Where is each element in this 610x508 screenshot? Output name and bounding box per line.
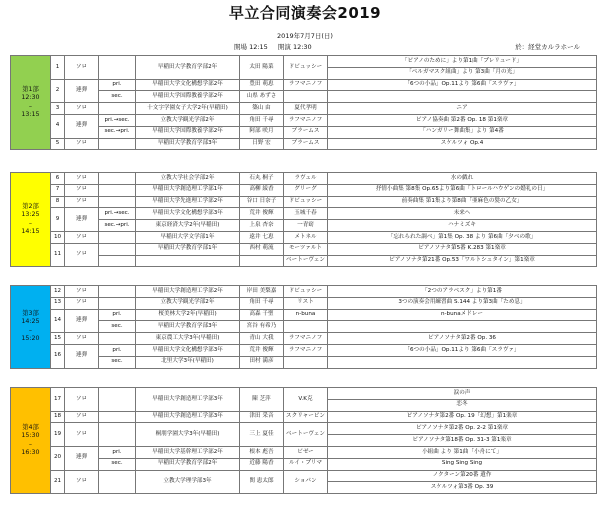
- performer-affiliation: 早稲田大学文学部1年: [136, 231, 240, 243]
- composer: メトネル: [284, 231, 328, 243]
- piece-title: [328, 321, 597, 333]
- performer-name: 荒井 俊輝: [240, 344, 284, 356]
- entry-number: 4: [51, 114, 65, 138]
- entry-number: 7: [51, 184, 65, 196]
- table-row: [11, 388, 597, 400]
- piece-title: [328, 91, 597, 103]
- piece-title: 未来へ: [328, 208, 597, 220]
- table-row: [11, 470, 597, 482]
- performer-name: 西村 萌流: [240, 243, 284, 255]
- performer-affiliation: 早稲田大学創造理工学部2年: [136, 286, 240, 298]
- piece-title: ピアノ協奏曲 第2番 Op. 18 第1楽章: [328, 114, 597, 126]
- performer-name: 日野 宏: [240, 138, 284, 150]
- performer-name: 近藤 陽香: [240, 458, 284, 470]
- table-row: [11, 220, 597, 232]
- performer-name: 豊田 萌恵: [240, 79, 284, 91]
- performer-name: 角田 千尋: [240, 114, 284, 126]
- entry-number: 16: [51, 344, 65, 368]
- block-end: 14:15: [21, 228, 40, 236]
- performer-affiliation: 早稲田大学国際教養学部2年: [136, 126, 240, 138]
- composer: ラヴェル: [284, 173, 328, 185]
- performance-type: ソロ: [65, 297, 99, 309]
- piece-title: 「ベルガマスク組曲」より 第3曲「月の光」: [328, 67, 597, 79]
- table-row: [11, 458, 597, 470]
- composer: モーツァルト: [284, 243, 328, 255]
- piece-title: ピアノソナタ第2番 Op. 36: [328, 333, 597, 345]
- table-row: [11, 91, 597, 103]
- entry-number: 10: [51, 231, 65, 243]
- composer: ドビュッシー: [284, 56, 328, 80]
- part-label: pri.: [99, 344, 136, 356]
- piece-title: 小組曲 より 第1曲「小舟にて」: [328, 446, 597, 458]
- performer-affiliation: [136, 255, 240, 267]
- entry-number: 13: [51, 297, 65, 309]
- performance-type: ソロ: [65, 138, 99, 150]
- performer-name: 遠井 七恵: [240, 231, 284, 243]
- entry-number: 11: [51, 243, 65, 267]
- composer: ビゼー: [284, 446, 328, 458]
- performer-affiliation: 立教大学理学部3年: [136, 470, 240, 494]
- block-dash: –: [28, 219, 33, 227]
- program-title: 早立合同演奏会2019: [228, 4, 382, 22]
- composer: ベートーヴェン: [284, 255, 328, 267]
- part-label: pri.: [99, 446, 136, 458]
- part-label: [99, 423, 136, 447]
- piece-title: 3つの演奏会用練習曲 S.144 より第3曲「ため息」: [328, 297, 597, 309]
- entry-number: 21: [51, 470, 65, 494]
- performer-affiliation: 早稲田大学文化構想学部3年: [136, 208, 240, 220]
- performer-name: 津田 采音: [240, 411, 284, 423]
- block-start: 14:25: [21, 318, 40, 326]
- table-row: [11, 196, 597, 208]
- piece-title: 前奏曲集 第1集より第8曲「亜麻色の髪の乙女」: [328, 196, 597, 208]
- piece-title: ピアノソナタ第18番 Op. 31-3 第1楽章: [328, 435, 597, 447]
- part-label: sec.→pri.: [99, 220, 136, 232]
- start-time: 開演 12:30: [277, 43, 312, 51]
- performer-affiliation: 立教大学観光学部2年: [136, 297, 240, 309]
- block-label: 第2部: [22, 202, 39, 210]
- performer-name: 上泉 杏奈: [240, 220, 284, 232]
- block-dash: –: [28, 440, 33, 448]
- performer-name: 根本 彪吾: [240, 446, 284, 458]
- table-row: [11, 411, 597, 423]
- performance-type: ソロ: [65, 56, 99, 80]
- piece-title: ピアノソナタ第5番 K.283 第1楽章: [328, 243, 597, 255]
- performer-name: 太田 陽菜: [240, 56, 284, 80]
- piece-title: 「ハンガリー舞曲集」より 第4番: [328, 126, 597, 138]
- block-label: 第3部: [22, 309, 39, 317]
- performer-name: 宮谷 有希乃: [240, 321, 284, 333]
- part-label: [99, 56, 136, 80]
- performer-affiliation: 桐朋学園大学3年(早稲田): [136, 423, 240, 447]
- block-end: 13:15: [21, 111, 40, 119]
- part-label: sec.: [99, 356, 136, 368]
- table-row: [11, 446, 597, 458]
- entry-number: 2: [51, 79, 65, 103]
- block-label-cell: [11, 173, 51, 267]
- performer-affiliation: 東京農工大学3年(早稲田): [136, 333, 240, 345]
- composer: n-buna: [284, 309, 328, 321]
- part-label: [99, 286, 136, 298]
- composer: ラフマニノフ: [284, 333, 328, 345]
- composer: ブラームス: [284, 138, 328, 150]
- performer-name: 高柳 綾香: [240, 184, 284, 196]
- entry-number: 6: [51, 173, 65, 185]
- composer: スクリャービン: [284, 411, 328, 423]
- part-label: [99, 411, 136, 423]
- piece-title: 抒情小曲集 第8集 Op.65より第6曲「トロールハウゲンの婚礼の日」: [328, 184, 597, 196]
- block-start: 12:30: [21, 94, 40, 102]
- composer: ブラームス: [284, 126, 328, 138]
- open-time: 開場 12:15: [234, 43, 268, 51]
- composer: V.K克: [284, 388, 328, 412]
- performer-affiliation: 早稲田大学創造理工学部1年: [136, 184, 240, 196]
- performance-type: ソロ: [65, 411, 99, 423]
- performance-type: 連弾: [65, 446, 99, 470]
- table-row: [11, 114, 597, 126]
- program-block-4: [10, 387, 597, 494]
- entry-number: 20: [51, 446, 65, 470]
- performer-affiliation: 早稲田大学創造理工学部3年: [136, 411, 240, 423]
- performer-affiliation: 早稲田大学教育学部2年: [136, 56, 240, 80]
- performer-name: 築山 由: [240, 103, 284, 115]
- entry-number: 17: [51, 388, 65, 412]
- composer: ラフマニノフ: [284, 79, 328, 91]
- piece-title: ピアノソナタ第2番 Op. 2-2 第1楽章: [328, 423, 597, 435]
- table-row: [11, 243, 597, 255]
- piece-title: 「6つの小品」Op.11より 第6曲「スラヴァ」: [328, 344, 597, 356]
- part-label: pri.→sec.: [99, 114, 136, 126]
- performance-type: 連弾: [65, 114, 99, 138]
- performance-type: ソロ: [65, 173, 99, 185]
- part-label: [99, 231, 136, 243]
- composer: [284, 321, 328, 333]
- block-start: 13:25: [21, 211, 40, 219]
- performer-affiliation: 桜美林大学2年(早稲田): [136, 309, 240, 321]
- performance-type: ソロ: [65, 333, 99, 345]
- table-row: [11, 184, 597, 196]
- performer-affiliation: 早稲田大学教育学部3年: [136, 321, 240, 333]
- performer-affiliation: 早稲田大学基幹理工学部2年: [136, 446, 240, 458]
- composer: 一青窈: [284, 220, 328, 232]
- block-end: 16:30: [21, 449, 40, 457]
- block-dash: –: [28, 326, 33, 334]
- piece-title: 「6つの小品」Op.11より 第6曲「スラヴァ」: [328, 79, 597, 91]
- table-row: [11, 138, 597, 150]
- table-row: [11, 56, 597, 68]
- table-row: [11, 333, 597, 345]
- venue: 於：経堂カルラホール: [515, 43, 580, 51]
- performer-name: 谷口 日奈子: [240, 196, 284, 208]
- performer-affiliation: 早稲田大学教育学部3年: [136, 138, 240, 150]
- table-row: [11, 126, 597, 138]
- performer-affiliation: 早稲田大学文化構想学部3年: [136, 344, 240, 356]
- piece-title: ニア: [328, 103, 597, 115]
- table-row: [11, 356, 597, 368]
- performer-affiliation: 北里大学3年(早稲田): [136, 356, 240, 368]
- entry-number: 1: [51, 56, 65, 80]
- performance-type: 連弾: [65, 344, 99, 368]
- composer: ラフマニノフ: [284, 114, 328, 126]
- piece-title: 涙の声: [328, 388, 597, 400]
- piece-title: 水の戯れ: [328, 173, 597, 185]
- part-label: [99, 470, 136, 494]
- part-label: [99, 333, 136, 345]
- performer-affiliation: 早稲田大学創造理工学部3年: [136, 388, 240, 412]
- performer-affiliation: 十文字学園女子大学2年(早稲田): [136, 103, 240, 115]
- performer-name: 岸田 美梨嘉: [240, 286, 284, 298]
- performance-type: ソロ: [65, 196, 99, 208]
- entry-number: 8: [51, 196, 65, 208]
- block-label-cell: [11, 286, 51, 369]
- composer: ドビュッシー: [284, 196, 328, 208]
- performer-name: 田村 満彦: [240, 356, 284, 368]
- table-row: [11, 173, 597, 185]
- block-dash: –: [28, 102, 33, 110]
- part-label: pri.: [99, 309, 136, 321]
- performer-name: 山県 あずさ: [240, 91, 284, 103]
- part-label: [99, 243, 136, 255]
- performer-affiliation: 早稲田大学教育学部1年: [136, 243, 240, 255]
- table-row: [11, 423, 597, 435]
- entry-number: 3: [51, 103, 65, 115]
- part-label: sec.: [99, 91, 136, 103]
- composer: グリーグ: [284, 184, 328, 196]
- table-row: [11, 309, 597, 321]
- performer-name: 荒井 俊輝: [240, 208, 284, 220]
- table-row: [11, 79, 597, 91]
- performer-affiliation: 立教大学観光学部2年: [136, 114, 240, 126]
- performer-name: [240, 255, 284, 267]
- performance-type: 連弾: [65, 208, 99, 232]
- performer-name: 三上 夏佳: [240, 423, 284, 447]
- performance-type: ソロ: [65, 184, 99, 196]
- table-row: [11, 231, 597, 243]
- performer-name: 陳 芝萍: [240, 388, 284, 412]
- performance-type: 連弾: [65, 79, 99, 103]
- composer: ショパン: [284, 470, 328, 494]
- composer: [284, 356, 328, 368]
- performer-affiliation: 立教大学社会学部2年: [136, 173, 240, 185]
- part-label: sec.: [99, 321, 136, 333]
- composer: ドビュッシー: [284, 286, 328, 298]
- part-label: [99, 173, 136, 185]
- entry-number: 19: [51, 423, 65, 447]
- part-label: sec.: [99, 458, 136, 470]
- performer-name: 角田 千尋: [240, 297, 284, 309]
- part-label: [99, 196, 136, 208]
- performer-name: 高森 千聖: [240, 309, 284, 321]
- table-row: [11, 255, 597, 267]
- piece-title: ノクターン第20番 遺作: [328, 470, 597, 482]
- performance-type: ソロ: [65, 388, 99, 412]
- table-row: [11, 321, 597, 333]
- block-label: 第4部: [22, 423, 39, 431]
- composer: ルイ・プリマ: [284, 458, 328, 470]
- table-row: [11, 286, 597, 298]
- piece-title: ハナミズキ: [328, 220, 597, 232]
- piece-title: ピアノソナタ第2番 Op. 19「幻想」第1楽章: [328, 411, 597, 423]
- composer: ベートーヴェン: [284, 423, 328, 447]
- entry-number: 5: [51, 138, 65, 150]
- piece-title: [328, 356, 597, 368]
- table-row: [11, 297, 597, 309]
- entry-number: 9: [51, 208, 65, 232]
- table-row: [11, 103, 597, 115]
- piece-title: n-bunaメドレー: [328, 309, 597, 321]
- entry-number: 15: [51, 333, 65, 345]
- performer-affiliation: 早稲田大学国際教養学部2年: [136, 91, 240, 103]
- performance-type: ソロ: [65, 470, 99, 494]
- concert-times: [234, 42, 320, 51]
- composer: 夏代孝明: [284, 103, 328, 115]
- concert-date: 2019年7月7日(日): [277, 32, 333, 40]
- performance-type: ソロ: [65, 286, 99, 298]
- performance-type: ソロ: [65, 243, 99, 267]
- performer-affiliation: 東京経済大学2年(早稲田): [136, 220, 240, 232]
- performance-type: ソロ: [65, 231, 99, 243]
- piece-title: 「2つのアラベスク」より第1番: [328, 286, 597, 298]
- part-label: [99, 388, 136, 412]
- part-label: [99, 138, 136, 150]
- block-label-cell: [11, 56, 51, 150]
- block-label: 第1部: [22, 85, 39, 93]
- program-block-1: [10, 55, 597, 150]
- piece-title: 恋冬: [328, 399, 597, 411]
- composer: リスト: [284, 297, 328, 309]
- piece-title: Sing Sing Sing: [328, 458, 597, 470]
- part-label: [99, 297, 136, 309]
- performer-name: 阿部 咲月: [240, 126, 284, 138]
- part-label: [99, 184, 136, 196]
- block-label-cell: [11, 388, 51, 494]
- composer: 玉城千春: [284, 208, 328, 220]
- performance-type: ソロ: [65, 423, 99, 447]
- part-label: pri.: [99, 79, 136, 91]
- performance-type: 連弾: [65, 309, 99, 333]
- performer-affiliation: 早稲田大学教育学部2年: [136, 458, 240, 470]
- program-block-3: [10, 285, 597, 369]
- part-label: [99, 255, 136, 267]
- entry-number: 12: [51, 286, 65, 298]
- entry-number: 14: [51, 309, 65, 333]
- performer-name: 関 恵太郎: [240, 470, 284, 494]
- performer-affiliation: 早稲田大学文化構想学部2年: [136, 79, 240, 91]
- piece-title: ピアノソナタ第21番 Op.53「ワルトシュタイン」第1楽章: [328, 255, 597, 267]
- piece-title: 「ピアノのために」より第1曲「プレリュード」: [328, 56, 597, 68]
- composer: ラフマニノフ: [284, 344, 328, 356]
- part-label: [99, 103, 136, 115]
- entry-number: 18: [51, 411, 65, 423]
- program-block-2: [10, 172, 597, 267]
- block-end: 15:20: [21, 335, 40, 343]
- piece-title: スケルツォ Op.4: [328, 138, 597, 150]
- performer-name: 石丸 桐子: [240, 173, 284, 185]
- performance-type: ソロ: [65, 103, 99, 115]
- piece-title: 「忘れられた調べ」第1集 Op. 38 より 第6曲「夕べの歌」: [328, 231, 597, 243]
- composer: [284, 91, 328, 103]
- part-label: sec.→pri.: [99, 126, 136, 138]
- table-row: [11, 344, 597, 356]
- table-row: [11, 208, 597, 220]
- part-label: pri.→sec.: [99, 208, 136, 220]
- piece-title: スケルツォ第3番 Op. 39: [328, 482, 597, 494]
- block-start: 15:30: [21, 432, 40, 440]
- performer-name: 青山 大我: [240, 333, 284, 345]
- performer-affiliation: 早稲田大学先進理工学部2年: [136, 196, 240, 208]
